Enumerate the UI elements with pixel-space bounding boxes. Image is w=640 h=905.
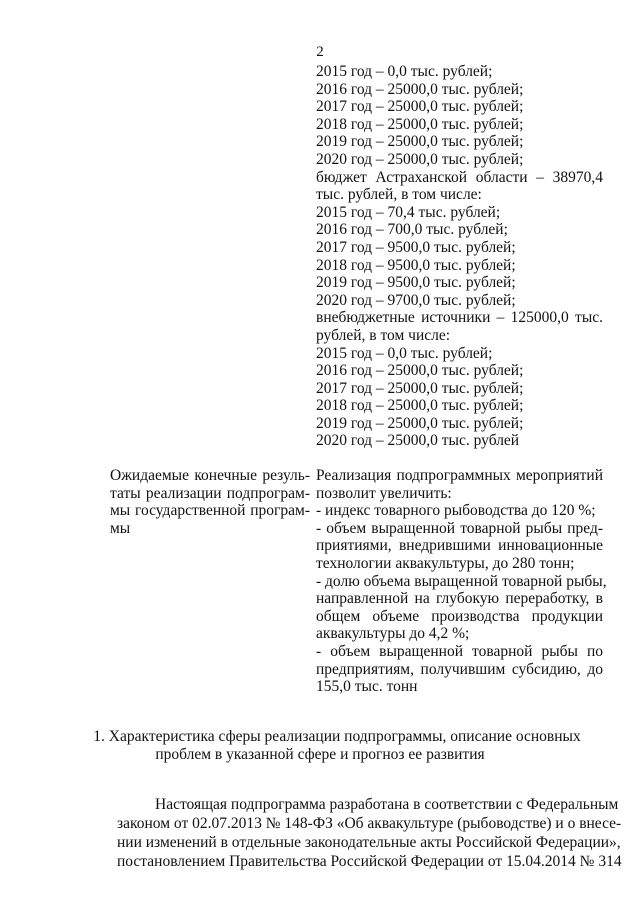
text-line: нии изменений в отдельные законодательные акты Российской Федерации», [117,834,621,851]
text-line: законом от 02.07.2013 № 148-ФЗ «Об аквакультуре (рыбоводстве) и о внесе- [117,815,622,832]
text-line: Реализация подпрограммных мероприятий [316,467,603,484]
text-line: - долю объема выращенной товарной рыбы, [316,572,607,590]
text-line: Ожидаемые конечные резуль- [110,467,310,484]
text-line: 2018 год – 9500,0 тыс. рублей; [316,256,516,274]
text-line: 2015 год – 70,4 тыс. рублей; [316,203,501,221]
budget-financing-block [316,63,603,450]
text-line: аквакультуры до 4,2 %; [316,625,470,643]
text-line: 155,0 тыс. тонн [316,678,418,696]
text-line: предприятиям, получившим субсидию, до [316,660,603,678]
text-line: рублей, в том числе: [316,326,451,344]
text-line: позволит увеличить: [316,484,452,502]
text-line: 2020 год – 25000,0 тыс. рублей [316,432,520,450]
page-number: 2 [316,44,324,60]
text-line: 2019 год – 25000,0 тыс. рублей; [316,133,524,151]
text-line: 2018 год – 25000,0 тыс. рублей; [316,115,524,133]
text-line: 2020 год – 25000,0 тыс. рублей; [316,150,524,168]
section-heading [0,728,640,764]
text-line: общем объеме производства продукции [316,607,603,625]
text-line: 2017 год – 25000,0 тыс. рублей; [316,98,524,116]
text-line: - объем выращенной товарной рыбы пред- [316,519,603,537]
text-line: - индекс товарного рыбоводства до 120 %; [316,502,596,520]
expected-results-value [316,467,607,696]
text-line: 2015 год – 0,0 тыс. рублей; [316,63,493,80]
text-line: 2019 год – 9500,0 тыс. рублей; [316,274,516,292]
text-line: направленной на глубокую переработку, в [316,590,603,608]
text-line: постановлением Правительства Российской Федерации от 15.04.2014 № 314 [117,853,622,870]
expected-results-label [110,467,310,537]
section-heading-line-2: проблем в указанной сфере и прогноз ее развития [155,746,485,763]
text-line: приятиями, внедрившими инновационные [316,537,603,555]
text-line: технологии аквакультуры, до 280 тонн; [316,554,575,572]
text-line: 2020 год – 9700,0 тыс. рублей; [316,291,516,309]
text-line: внебюджетные источники – 125000,0 тыс. [316,309,603,327]
text-line: тыс. рублей, в том числе: [316,186,482,204]
text-line: 2018 год – 25000,0 тыс. рублей; [316,397,524,415]
text-line: 2017 год – 25000,0 тыс. рублей; [316,379,524,397]
section-heading-line-1: 1. Характеристика сферы реализации подпрограммы, описание основных [93,728,581,745]
text-line: мы [110,519,131,537]
text-line: мы государственной програм- [110,502,310,520]
text-line: 2019 год – 25000,0 тыс. рублей; [316,414,524,432]
text-line: 2017 год – 9500,0 тыс. рублей; [316,238,516,256]
text-line: таты реализации подпрограм- [110,484,310,502]
text-line: 2016 год – 700,0 тыс. рублей; [316,221,508,239]
text-line: бюджет Астраханской области – 38970,4 [316,168,603,186]
text-line: 2016 год – 25000,0 тыс. рублей; [316,362,524,380]
text-line: Настоящая подпрограмма разработана в соответствии с Федеральным [155,796,619,813]
text-line: 2015 год – 0,0 тыс. рублей; [316,344,493,362]
text-line: 2016 год – 25000,0 тыс. рублей; [316,80,524,98]
body-paragraph [117,795,622,871]
text-line: - объем выращенной товарной рыбы по [316,642,603,660]
